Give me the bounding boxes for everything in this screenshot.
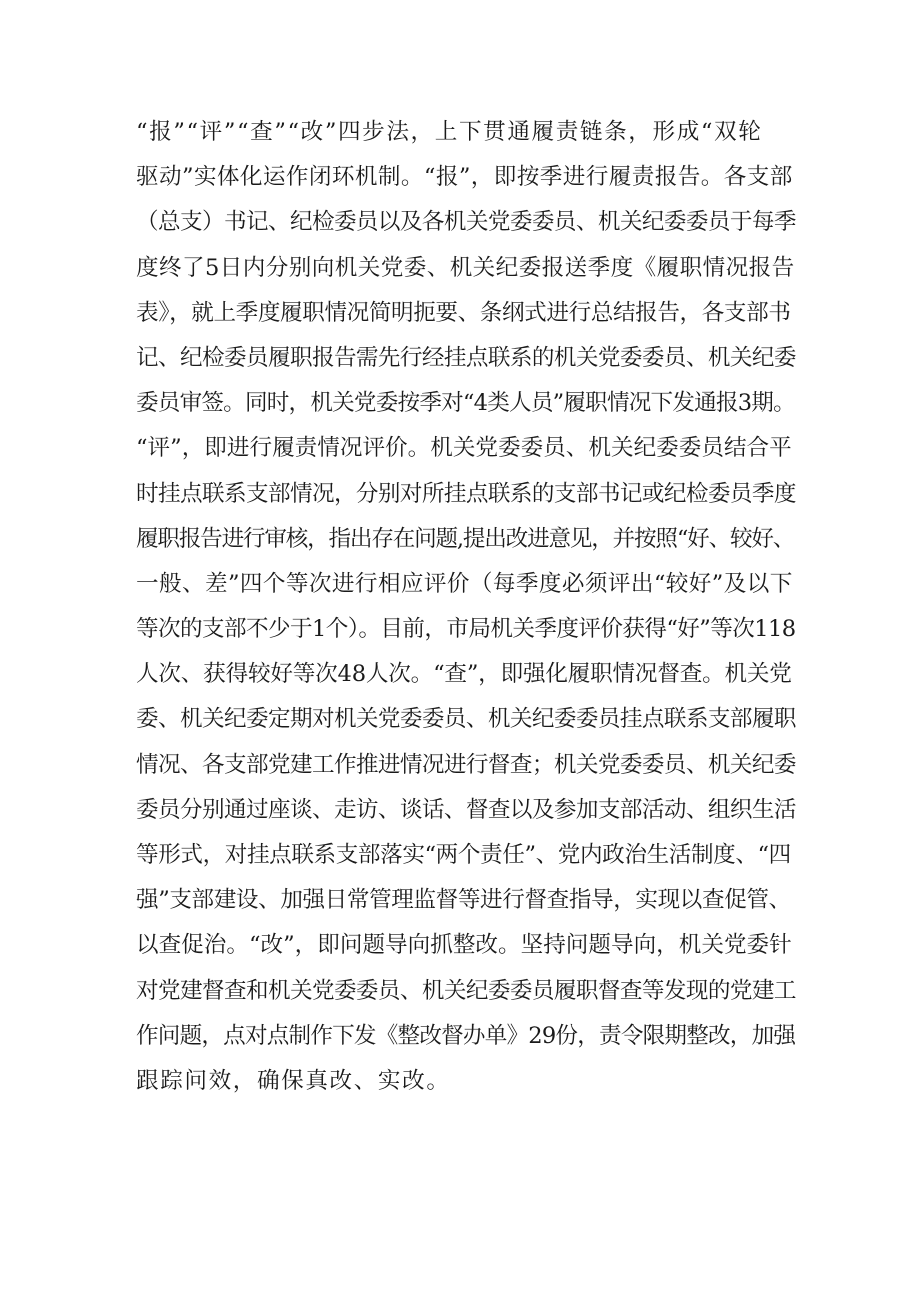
text-line: 时挂点联系支部情况，分别对所挂点联系的支部书记或纪检委员季度 (136, 480, 796, 507)
text-line: 委员分别通过座谈、走访、谈话、督查以及参加支部活动、组织生活 (136, 796, 796, 823)
text-line: 等形式，对挂点联系支部落实“两个责任”、党内政治生活制度、“四 (136, 842, 791, 868)
text-line: “报”“评”“查”“改”四步法，上下贯通履责链条，形成“双轮 (136, 119, 763, 145)
text-line: 作问题，点对点制作下发《整改督办单》29份，责令限期整改，加强 (136, 1022, 796, 1049)
text-line: 委、机关纪委定期对机关党委委员、机关纪委委员挂点联系支部履职 (136, 706, 796, 733)
text-line: 人次、获得较好等次48人次。“查”，即强化履职情况督查。机关党 (136, 661, 792, 688)
text-line: “评”，即进行履责情况评价。机关党委委员、机关纪委委员结合平 (136, 435, 792, 462)
text-line: 委员审签。同时，机关党委按季对“4类人员”履职情况下发通报3期。 (136, 390, 795, 417)
text-line: 情况、各支部党建工作推进情况进行督查；机关党委委员、机关纪委 (136, 751, 796, 778)
text-line: 强”支部建设、加强日常管理监督等进行督查指导，实现以查促管、 (136, 887, 791, 914)
text-line: 驱动”实体化运作闭环机制。“报”，即按季进行履责报告。各支部 (136, 164, 793, 191)
text-line: 履职报告进行审核，指出存在问题,提出改进意见，并按照“好、较好、 (136, 525, 795, 552)
text-line: 以查促治。“改”，即问题导向抓整改。坚持问题导向，机关党委针 (136, 932, 792, 959)
text-line: 度终了5日内分别向机关党委、机关纪委报送季度《履职情况报告 (136, 254, 795, 281)
text-line: 记、纪检委员履职报告需先行经挂点联系的机关党委委员、机关纪委 (136, 344, 796, 371)
text-line: 跟踪问效，确保真改、实改。 (136, 1067, 451, 1094)
body-paragraph (136, 110, 796, 1104)
text-line: （总支）书记、纪检委员以及各机关党委委员、机关纪委委员于每季 (136, 209, 796, 236)
text-line: 表》，就上季度履职情况简明扼要、条纲式进行总结报告，各支部书 (136, 299, 791, 326)
text-line: 对党建督查和机关党委委员、机关纪委委员履职督查等发现的党建工 (136, 977, 796, 1004)
text-line: 等次的支部不少于1个）。目前，市局机关季度评价获得“好”等次118 (136, 616, 796, 643)
text-line: 一般、差”四个等次进行相应评价（每季度必须评出“较好”及以下 (136, 570, 793, 597)
